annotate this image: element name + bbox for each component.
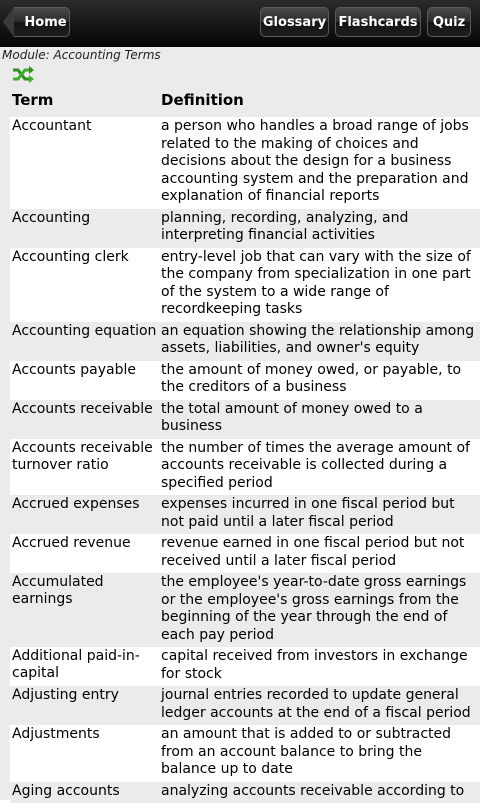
table-row[interactable] (10, 647, 480, 686)
back-arrow-icon (3, 7, 14, 37)
term-cell: Accounting (10, 209, 160, 248)
quiz-button[interactable] (427, 7, 471, 37)
definition-cell: expenses incurred in one fiscal period but not paid until a later fiscal period (160, 495, 480, 534)
term-column-header: Term (12, 91, 53, 109)
term-cell: Accumulated earnings (10, 573, 160, 647)
table-row[interactable] (10, 534, 480, 573)
term-cell: Accounting clerk (10, 248, 160, 322)
table-row[interactable] (10, 400, 480, 439)
table-row[interactable] (10, 209, 480, 248)
table-row[interactable] (10, 686, 480, 725)
table-row[interactable] (10, 725, 480, 782)
content-area (0, 47, 480, 800)
term-cell: Aging accounts (10, 782, 160, 803)
definition-cell: the employee's year-to-date gross earnings or the employee's gross earnings from the beginning of the year through the end of each pay period (160, 573, 480, 647)
term-cell: Accounts receivable (10, 400, 160, 439)
definition-cell: journal entries recorded to update general ledger accounts at the end of a fiscal period (160, 686, 480, 725)
definition-cell: entry-level job that can vary with the size of the company from specialization in one part of the system to a wide range of recordkeeping tasks (160, 248, 480, 322)
definition-cell: the number of times the average amount of accounts receivable is collected during a specified period (160, 439, 480, 496)
term-cell: Accountant (10, 117, 160, 209)
home-button-label: Home (24, 15, 66, 30)
definition-cell: a person who handles a broad range of jobs related to the making of choices and decisions about the design for a business accounting system and the preparation and explanation of financial reports (160, 117, 480, 209)
flashcards-button[interactable] (335, 7, 421, 37)
definition-column-header: Definition (161, 91, 244, 109)
term-cell: Adjusting entry (10, 686, 160, 725)
table-row[interactable] (10, 573, 480, 647)
module-label: Module: Accounting Terms (2, 48, 161, 62)
definition-cell: an equation showing the relationship among assets, liabilities, and owner's equity (160, 322, 480, 361)
definition-cell: capital received from investors in exchange for stock (160, 647, 480, 686)
definition-cell: the total amount of money owed to a business (160, 400, 480, 439)
term-cell: Accounting equation (10, 322, 160, 361)
definition-cell: planning, recording, analyzing, and interpreting financial activities (160, 209, 480, 248)
home-button[interactable] (14, 7, 70, 37)
table-row[interactable] (10, 439, 480, 496)
glossary-button[interactable] (260, 7, 329, 37)
flashcards-button-label: Flashcards (338, 15, 417, 30)
shuffle-icon[interactable] (12, 66, 34, 84)
table-row[interactable] (10, 495, 480, 534)
table-row[interactable] (10, 361, 480, 400)
term-cell: Accounts payable (10, 361, 160, 400)
top-toolbar (0, 0, 480, 48)
definition-cell: analyzing accounts receivable according to (160, 782, 480, 803)
quiz-button-label: Quiz (433, 15, 465, 30)
term-cell: Adjustments (10, 725, 160, 782)
table-row[interactable] (10, 117, 480, 209)
definition-cell: revenue earned in one fiscal period but not received until a later fiscal period (160, 534, 480, 573)
term-cell: Accrued revenue (10, 534, 160, 573)
term-cell: Additional paid-in-capital (10, 647, 160, 686)
term-cell: Accrued expenses (10, 495, 160, 534)
definition-cell: an amount that is added to or subtracted from an account balance to bring the balance up to date (160, 725, 480, 782)
table-row[interactable] (10, 248, 480, 322)
glossary-table (10, 117, 480, 803)
definition-cell: the amount of money owed, or payable, to the creditors of a business (160, 361, 480, 400)
term-cell: Accounts receivable turnover ratio (10, 439, 160, 496)
glossary-button-label: Glossary (263, 15, 326, 30)
table-row[interactable] (10, 322, 480, 361)
